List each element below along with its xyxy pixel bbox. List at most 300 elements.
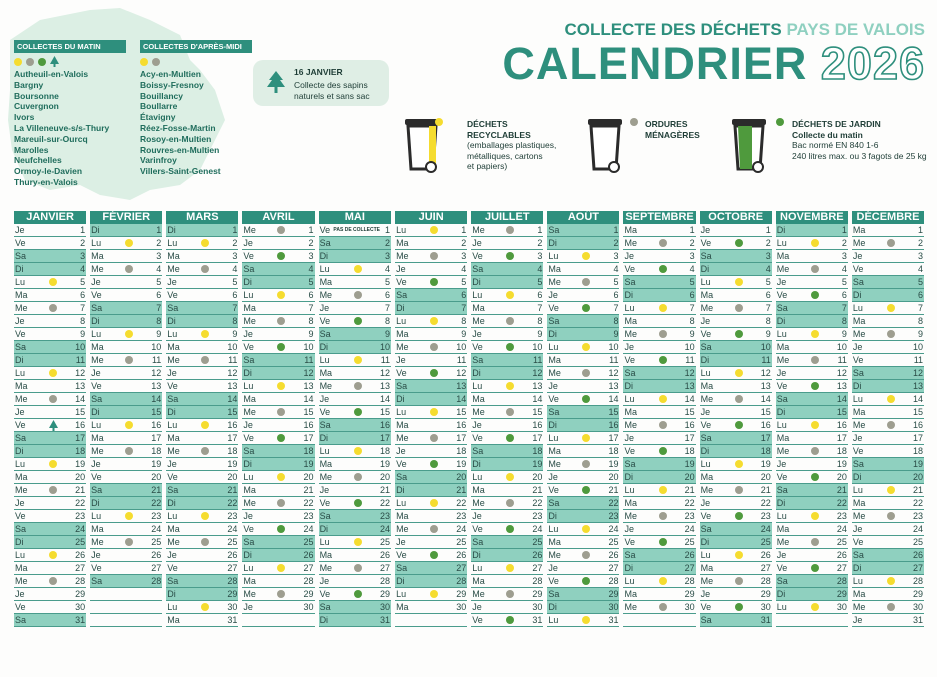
day-row — [852, 419, 924, 432]
weekday-label: Di — [396, 394, 405, 404]
weekday-label: Ma — [243, 394, 256, 404]
weekday-label: Je — [472, 329, 482, 339]
weekday-label: Sa — [624, 550, 636, 560]
day-number: 30 — [456, 602, 467, 612]
day-row — [547, 510, 619, 523]
day-row — [90, 302, 162, 315]
weekday-label: Je — [243, 602, 253, 612]
yellow-dot-icon — [735, 278, 743, 286]
day-number: 18 — [836, 446, 847, 456]
weekday-label: Je — [472, 602, 482, 612]
weekday-label: Lu — [776, 511, 787, 521]
collection-mark — [37, 304, 69, 312]
grey-dot-icon — [735, 395, 743, 403]
day-number: 3 — [537, 251, 543, 261]
green-dot-icon — [811, 564, 819, 572]
day-row — [90, 315, 162, 328]
day-number: 18 — [913, 446, 924, 456]
collection-mark — [342, 317, 375, 325]
green-dot-icon — [277, 252, 285, 260]
day-row — [547, 380, 619, 393]
weekday-label: Di — [548, 238, 557, 248]
weekday-label: Je — [700, 498, 711, 508]
weekday-label: Sa — [776, 394, 788, 404]
day-number: 29 — [456, 589, 467, 599]
day-number: 13 — [380, 381, 391, 391]
yellow-dot-icon — [354, 356, 362, 364]
day-number: 26 — [456, 550, 467, 560]
day-number: 22 — [227, 498, 238, 508]
weekday-label: Sa — [91, 485, 103, 495]
day-row — [242, 419, 314, 432]
weekday-label: Sa — [776, 485, 788, 495]
day-row — [471, 393, 543, 406]
day-number: 21 — [836, 485, 847, 495]
empty-row — [623, 614, 695, 627]
weekday-label: Ve — [167, 381, 178, 391]
weekday-label: Lu — [472, 290, 483, 300]
day-row — [166, 224, 238, 237]
day-number: 9 — [461, 329, 467, 339]
day-number: 12 — [303, 368, 314, 378]
weekday-label: Je — [776, 459, 787, 469]
weekday-label: Ve — [472, 524, 483, 534]
day-row — [471, 367, 543, 380]
collection-mark — [113, 239, 145, 247]
day-row — [395, 536, 467, 549]
grey-dot-icon — [887, 421, 895, 429]
green-dot-icon — [811, 473, 819, 481]
weekday-label: Ma — [396, 602, 409, 612]
grey-dot-icon — [125, 538, 133, 546]
day-number: 15 — [151, 407, 162, 417]
day-row — [319, 614, 392, 627]
day-number: 27 — [151, 563, 162, 573]
collection-mark — [113, 538, 145, 546]
day-number: 3 — [385, 251, 391, 261]
collection-mark — [342, 408, 375, 416]
day-row — [166, 328, 238, 341]
day-number: 15 — [75, 407, 86, 417]
month-column — [623, 211, 695, 672]
yellow-dot-icon — [201, 603, 209, 611]
day-row — [14, 458, 86, 471]
weekday-label: Lu — [776, 602, 787, 612]
day-number: 14 — [913, 394, 924, 404]
day-number: 27 — [227, 563, 238, 573]
day-number: 25 — [456, 537, 467, 547]
weekday-label: Me — [776, 446, 790, 456]
collection-mark — [342, 265, 375, 273]
day-row — [776, 224, 848, 237]
weekday-label: Lu — [396, 407, 407, 417]
day-number: 28 — [227, 576, 238, 586]
day-row — [166, 614, 238, 627]
day-number: 26 — [608, 550, 619, 560]
collection-mark — [494, 226, 526, 234]
day-row — [14, 614, 86, 627]
day-row — [395, 523, 467, 536]
day-number: 13 — [303, 381, 314, 391]
weekday-label: Ve — [243, 342, 254, 352]
day-row — [776, 380, 848, 393]
weekday-label: Ma — [548, 264, 561, 274]
weekday-label: Me — [624, 329, 637, 339]
weekday-label: Ma — [624, 407, 637, 417]
weekday-label: Ma — [396, 238, 409, 248]
weekday-label: Je — [548, 290, 558, 300]
day-number: 17 — [608, 433, 619, 443]
collection-mark — [418, 226, 450, 234]
day-row — [623, 276, 695, 289]
day-row — [852, 471, 924, 484]
day-row — [623, 302, 695, 315]
day-row — [90, 510, 162, 523]
weekday-label: Ma — [15, 472, 28, 482]
day-number: 18 — [760, 446, 771, 456]
weekday-label: Ve — [396, 277, 407, 287]
weekday-label: Sa — [472, 537, 484, 547]
day-row — [547, 471, 619, 484]
day-number: 23 — [913, 511, 924, 521]
day-number: 5 — [689, 277, 695, 287]
weekday-label: Ma — [319, 550, 333, 560]
yellow-dot-icon — [582, 525, 590, 533]
day-number: 8 — [689, 316, 695, 326]
day-number: 30 — [760, 602, 771, 612]
day-number: 22 — [760, 498, 771, 508]
day-number: 25 — [380, 537, 391, 547]
day-row — [700, 510, 772, 523]
bin-recyclable-desc-2: métalliques, cartons — [467, 150, 543, 161]
day-row — [395, 471, 467, 484]
collection-mark — [799, 473, 831, 481]
day-row — [623, 367, 695, 380]
month-header: FÉVRIER — [90, 211, 162, 224]
day-row — [90, 432, 162, 445]
day-row — [166, 536, 238, 549]
weekday-label: Di — [624, 290, 633, 300]
day-number: 26 — [380, 550, 391, 560]
day-number: 11 — [685, 355, 695, 365]
weekday-label: Ma — [167, 524, 180, 534]
grey-dot-icon — [811, 356, 819, 364]
weekday-label: Di — [624, 563, 633, 573]
day-row — [166, 588, 238, 601]
yellow-dot-icon — [354, 447, 362, 455]
tree-icon — [266, 71, 286, 95]
weekday-label: Je — [776, 550, 787, 560]
grey-dot-icon — [354, 291, 362, 299]
green-dot-icon — [659, 265, 667, 273]
day-number: 27 — [303, 563, 314, 573]
month-header: JUIN — [395, 211, 467, 224]
town-name: Cuvergnon — [14, 101, 59, 112]
grey-dot-icon — [506, 499, 514, 507]
weekday-label: Je — [167, 459, 177, 469]
weekday-label: Je — [319, 303, 330, 313]
day-row — [319, 497, 392, 510]
day-row — [623, 263, 695, 276]
day-row — [242, 432, 314, 445]
day-number: 25 — [227, 537, 238, 547]
day-row — [242, 523, 314, 536]
weekday-label: Ma — [91, 433, 104, 443]
weekday-label: Je — [15, 407, 25, 417]
grey-dot-icon — [430, 434, 438, 442]
day-number: 22 — [303, 498, 314, 508]
grey-dot-icon — [659, 512, 667, 520]
weekday-label: Di — [472, 550, 481, 560]
day-number: 17 — [380, 433, 391, 443]
weekday-label: Je — [15, 589, 25, 599]
weekday-label: Je — [624, 524, 634, 534]
weekday-label: Me — [472, 589, 485, 599]
weekday-label: Di — [15, 355, 24, 365]
grey-dot-icon — [277, 590, 285, 598]
day-row — [623, 393, 695, 406]
day-number: 13 — [684, 381, 695, 391]
day-row — [14, 562, 86, 575]
day-number: 24 — [380, 524, 391, 534]
weekday-label: Ve — [472, 342, 483, 352]
yellow-dot-icon — [506, 473, 514, 481]
weekday-label: Di — [167, 498, 176, 508]
collection-mark — [875, 421, 907, 429]
day-row — [166, 549, 238, 562]
weekday-label: Sa — [852, 368, 864, 378]
day-number: 17 — [303, 433, 314, 443]
yellow-dot-icon — [354, 265, 362, 273]
day-number: 6 — [232, 290, 238, 300]
yellow-dot-icon — [506, 564, 514, 572]
weekday-label: Di — [624, 472, 633, 482]
weekday-label: Ve — [852, 446, 864, 456]
day-number: 26 — [227, 550, 238, 560]
day-number: 20 — [456, 472, 467, 482]
day-row — [623, 510, 695, 523]
day-number: 12 — [75, 368, 86, 378]
day-number: 2 — [841, 238, 847, 248]
day-number: 21 — [227, 485, 238, 495]
weekday-label: Sa — [91, 303, 103, 313]
weekday-label: Di — [624, 381, 633, 391]
day-row — [319, 328, 392, 341]
month-header: MAI — [319, 211, 392, 224]
green-dot-icon — [38, 58, 46, 66]
weekday-label: Lu — [852, 485, 863, 495]
weekday-label: Ve — [91, 472, 102, 482]
day-number: 8 — [841, 316, 847, 326]
day-row — [471, 588, 543, 601]
weekday-label: Ma — [548, 446, 561, 456]
collection-mark — [799, 512, 831, 520]
grey-dot-icon — [811, 538, 819, 546]
day-row — [395, 432, 467, 445]
day-number: 18 — [303, 446, 314, 456]
day-row — [852, 237, 924, 250]
day-row — [319, 575, 392, 588]
weekday-label: Me — [396, 251, 409, 261]
town-name: Neufchelles — [14, 155, 62, 166]
day-number: 19 — [684, 459, 695, 469]
day-row — [547, 263, 619, 276]
yellow-dot-icon — [277, 291, 285, 299]
day-row — [14, 263, 86, 276]
green-dot-icon — [735, 421, 743, 429]
day-row — [471, 536, 543, 549]
yellow-dot-icon — [125, 512, 133, 520]
day-number: 27 — [532, 563, 543, 573]
collection-mark — [799, 603, 831, 611]
month-header: JUILLET — [471, 211, 543, 224]
day-number: 23 — [836, 511, 847, 521]
grey-dot-icon — [49, 395, 57, 403]
yellow-dot-icon — [125, 239, 133, 247]
collection-mark — [570, 434, 602, 442]
day-row — [471, 354, 543, 367]
weekday-label: Ve — [319, 589, 331, 599]
weekday-label: Je — [396, 537, 406, 547]
day-number: 14 — [151, 394, 162, 404]
day-number: 2 — [461, 238, 467, 248]
weekday-label: Ma — [396, 420, 409, 430]
day-row — [395, 549, 467, 562]
weekday-label: Je — [700, 225, 711, 235]
day-row — [700, 250, 772, 263]
grey-dot-icon — [811, 265, 819, 273]
collection-mark — [189, 603, 221, 611]
day-row — [852, 341, 924, 354]
town-name: Varinfroy — [140, 155, 177, 166]
yellow-dot-icon — [277, 382, 285, 390]
month-header: DÉCEMBRE — [852, 211, 924, 224]
day-number: 23 — [684, 511, 695, 521]
day-number: 6 — [385, 290, 391, 300]
weekday-label: Sa — [319, 420, 331, 430]
day-row — [852, 289, 924, 302]
day-number: 29 — [303, 589, 314, 599]
day-row — [700, 458, 772, 471]
day-number: 27 — [684, 563, 695, 573]
weekday-label: Sa — [548, 316, 560, 326]
green-dot-icon — [776, 118, 784, 126]
day-row — [166, 445, 238, 458]
collection-mark — [570, 252, 602, 260]
weekday-label: Sa — [15, 615, 27, 625]
collection-mark — [875, 512, 907, 520]
weekday-label: Di — [700, 537, 710, 547]
day-row — [623, 419, 695, 432]
day-row — [547, 276, 619, 289]
day-row — [700, 614, 772, 627]
collection-mark — [418, 460, 450, 468]
day-number: 17 — [836, 433, 847, 443]
weekday-label: Ve — [396, 550, 407, 560]
day-number: 1 — [80, 225, 86, 235]
collection-mark — [494, 291, 526, 299]
day-row — [242, 263, 314, 276]
weekday-label: Ma — [776, 524, 790, 534]
day-number: 16 — [151, 420, 162, 430]
day-number: 8 — [80, 316, 86, 326]
bin-garden-desc-1: Bac normé EN 840 1-6 — [792, 140, 879, 150]
collection-mark — [418, 408, 450, 416]
day-number: 18 — [151, 446, 162, 456]
day-number: 27 — [75, 563, 86, 573]
weekday-label: Di — [167, 225, 176, 235]
weekday-label: Di — [319, 524, 329, 534]
day-number: 15 — [227, 407, 238, 417]
day-row — [14, 341, 86, 354]
collection-mark — [570, 278, 602, 286]
grey-dot-icon — [659, 330, 667, 338]
day-number: 23 — [151, 511, 162, 521]
day-row — [547, 458, 619, 471]
day-number: 14 — [760, 394, 771, 404]
collection-mark — [570, 304, 602, 312]
day-number: 8 — [537, 316, 543, 326]
day-row — [242, 575, 314, 588]
weekday-label: Je — [548, 381, 558, 391]
day-row — [14, 432, 86, 445]
day-number: 20 — [380, 472, 391, 482]
day-row — [319, 393, 392, 406]
weekday-label: Lu — [700, 277, 711, 287]
green-dot-icon — [430, 460, 438, 468]
day-number: 6 — [918, 290, 924, 300]
collection-mark — [570, 343, 602, 351]
day-row — [776, 393, 848, 406]
town-name: Ormoy-le-Davien — [14, 166, 83, 177]
weekday-label: Ma — [852, 498, 866, 508]
green-dot-icon — [506, 434, 514, 442]
month-column — [166, 211, 238, 672]
day-number: 25 — [913, 537, 924, 547]
collection-mark — [265, 590, 297, 598]
collection-mark — [189, 447, 221, 455]
day-row — [471, 575, 543, 588]
day-row — [700, 562, 772, 575]
grey-dot-icon — [430, 252, 438, 260]
yellow-dot-icon — [659, 577, 667, 585]
day-row — [395, 263, 467, 276]
day-row — [242, 328, 314, 341]
weekday-label: Ve — [243, 251, 254, 261]
day-row — [471, 471, 543, 484]
collection-mark — [646, 447, 678, 455]
day-row — [700, 263, 772, 276]
weekday-label: Di — [91, 407, 100, 417]
day-row — [14, 510, 86, 523]
collection-mark — [494, 408, 526, 416]
day-row — [623, 432, 695, 445]
day-number: 30 — [227, 602, 238, 612]
month-header: AVRIL — [242, 211, 314, 224]
day-number: 20 — [913, 472, 924, 482]
day-number: 19 — [75, 459, 86, 469]
day-row — [471, 510, 543, 523]
collection-mark — [799, 447, 831, 455]
day-row — [166, 354, 238, 367]
collection-mark — [494, 343, 526, 351]
collection-mark — [723, 577, 755, 585]
weekday-label: Sa — [319, 329, 331, 339]
grey-dot-icon — [201, 356, 209, 364]
grey-dot-icon — [49, 304, 57, 312]
collection-mark — [265, 226, 297, 234]
weekday-label: Je — [91, 459, 101, 469]
